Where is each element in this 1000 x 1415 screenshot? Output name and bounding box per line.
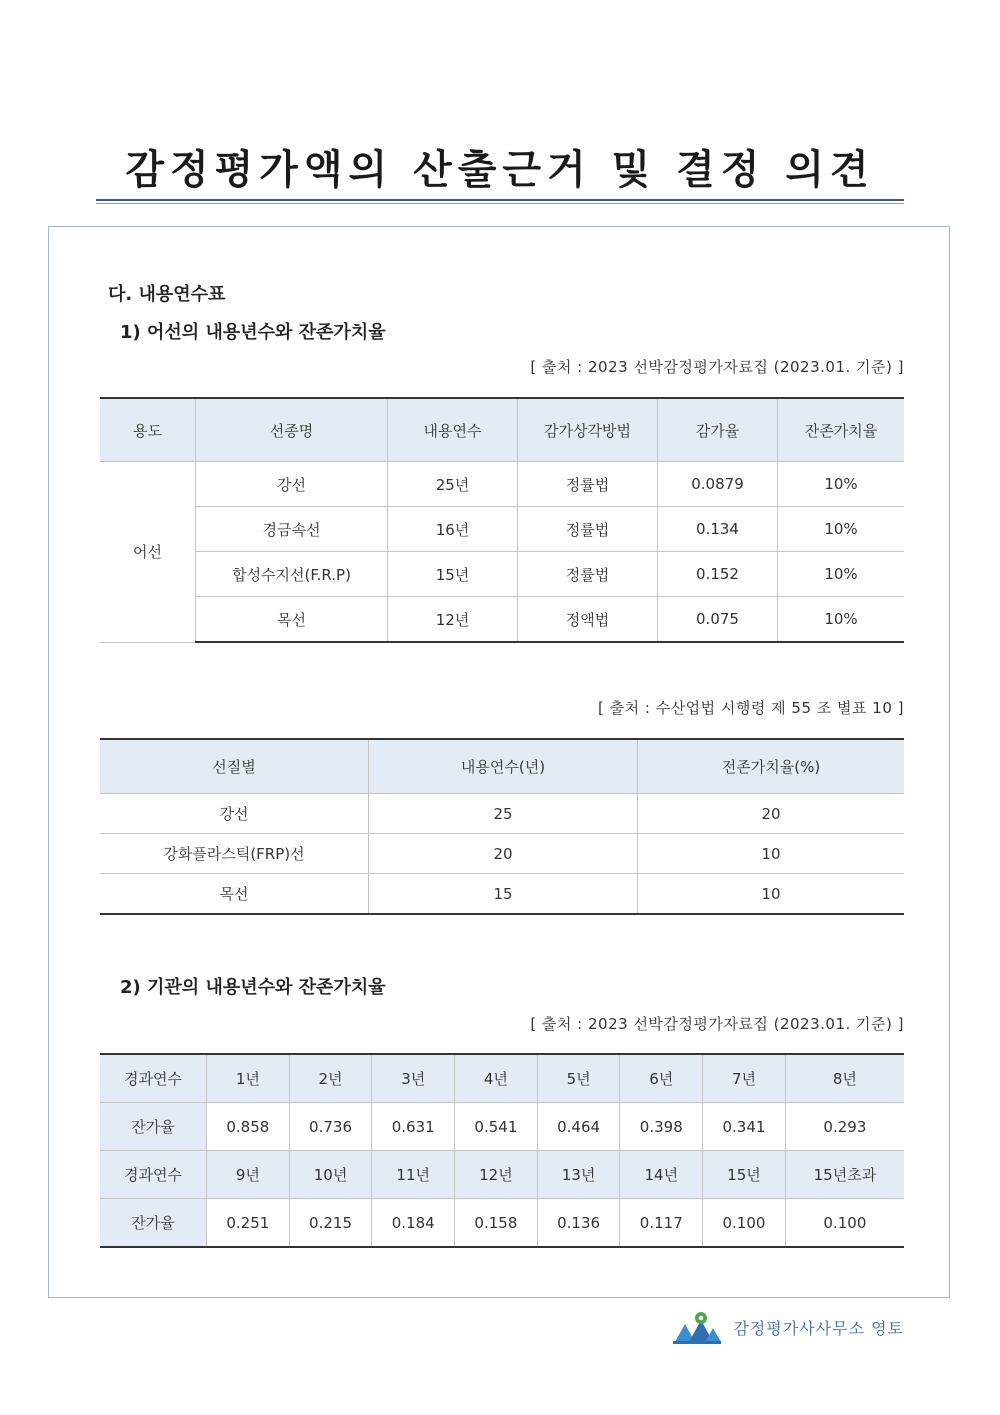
rate-cell: 0.158 bbox=[455, 1199, 538, 1248]
table-cell: 25년 bbox=[388, 462, 518, 507]
vessel-lifespan-table bbox=[100, 397, 904, 643]
year-cell: 14년 bbox=[620, 1151, 703, 1199]
table-cell: 합성수지선(F.R.P) bbox=[196, 552, 388, 597]
year-cell: 3년 bbox=[372, 1054, 455, 1103]
table-cell: 0.075 bbox=[658, 597, 778, 643]
table-cell: 정률법 bbox=[518, 462, 658, 507]
year-cell: 12년 bbox=[455, 1151, 538, 1199]
table-cell: 강선 bbox=[100, 794, 369, 834]
table-row bbox=[100, 794, 904, 834]
table-row bbox=[100, 507, 904, 552]
year-cell: 6년 bbox=[620, 1054, 703, 1103]
rate-cell: 0.464 bbox=[537, 1103, 620, 1151]
year-cell: 7년 bbox=[703, 1054, 786, 1103]
table-cell: 10% bbox=[778, 552, 905, 597]
footer bbox=[671, 1310, 904, 1344]
year-cell: 5년 bbox=[537, 1054, 620, 1103]
table-cell: 15 bbox=[369, 874, 638, 915]
row-label: 잔가율 bbox=[100, 1199, 207, 1248]
title-underline bbox=[96, 199, 904, 201]
year-cell: 9년 bbox=[207, 1151, 290, 1199]
subsection-heading-engine: 2) 기관의 내용년수와 잔존가치율 bbox=[120, 977, 386, 998]
table-header-row bbox=[100, 1054, 904, 1103]
table-header-row bbox=[100, 739, 904, 794]
table-cell: 12년 bbox=[388, 597, 518, 643]
header-cell: 내용연수(년) bbox=[369, 739, 638, 794]
hull-material-table bbox=[100, 738, 904, 915]
table-cell: 10% bbox=[778, 597, 905, 643]
table-cell: 20 bbox=[369, 834, 638, 874]
table-cell: 정액법 bbox=[518, 597, 658, 643]
table-row bbox=[100, 1151, 904, 1199]
header-cell: 잔존가치율 bbox=[778, 398, 905, 462]
table-cell: 정률법 bbox=[518, 507, 658, 552]
table-cell: 16년 bbox=[388, 507, 518, 552]
table-cell: 10% bbox=[778, 507, 905, 552]
header-cell: 감가상각방법 bbox=[518, 398, 658, 462]
table-cell: 정률법 bbox=[518, 552, 658, 597]
rate-cell: 0.251 bbox=[207, 1199, 290, 1248]
table-cell: 10% bbox=[778, 462, 905, 507]
table-row bbox=[100, 462, 904, 507]
rate-cell: 0.100 bbox=[703, 1199, 786, 1248]
rate-cell: 0.398 bbox=[620, 1103, 703, 1151]
office-logo-icon bbox=[671, 1310, 723, 1344]
header-cell: 감가율 bbox=[658, 398, 778, 462]
year-cell: 13년 bbox=[537, 1151, 620, 1199]
header-cell: 전존가치율(%) bbox=[638, 739, 905, 794]
table-row bbox=[100, 874, 904, 915]
table-cell: 경금속선 bbox=[196, 507, 388, 552]
usage-cell: 어선 bbox=[100, 462, 196, 643]
row-label: 잔가율 bbox=[100, 1103, 207, 1151]
rate-cell: 0.541 bbox=[455, 1103, 538, 1151]
row-label: 경과연수 bbox=[100, 1151, 207, 1199]
rate-cell: 0.117 bbox=[620, 1199, 703, 1248]
year-cell: 15년 bbox=[703, 1151, 786, 1199]
table-cell: 0.152 bbox=[658, 552, 778, 597]
table-cell: 목선 bbox=[196, 597, 388, 643]
year-cell: 2년 bbox=[289, 1054, 372, 1103]
year-cell: 11년 bbox=[372, 1151, 455, 1199]
header-cell: 선질별 bbox=[100, 739, 369, 794]
rate-cell: 0.341 bbox=[703, 1103, 786, 1151]
header-cell: 선종명 bbox=[196, 398, 388, 462]
row-label: 경과연수 bbox=[100, 1054, 207, 1103]
rate-cell: 0.215 bbox=[289, 1199, 372, 1248]
rate-cell: 0.136 bbox=[537, 1199, 620, 1248]
table-cell: 25 bbox=[369, 794, 638, 834]
source-note-2: [ 출처 : 수산업법 시행령 제 55 조 별표 10 ] bbox=[598, 699, 904, 717]
year-cell: 10년 bbox=[289, 1151, 372, 1199]
title-underline-thin bbox=[96, 203, 904, 204]
table-cell: 10 bbox=[638, 874, 905, 915]
table-row bbox=[100, 552, 904, 597]
rate-cell: 0.100 bbox=[785, 1199, 904, 1248]
source-note-1: [ 출처 : 2023 선박감정평가자료집 (2023.01. 기준) ] bbox=[530, 358, 904, 376]
table-row bbox=[100, 1103, 904, 1151]
rate-cell: 0.184 bbox=[372, 1199, 455, 1248]
table-cell: 20 bbox=[638, 794, 905, 834]
table-header-row bbox=[100, 398, 904, 462]
section-heading: 다. 내용연수표 bbox=[108, 284, 226, 305]
table-cell: 강선 bbox=[196, 462, 388, 507]
year-cell: 1년 bbox=[207, 1054, 290, 1103]
table-cell: 10 bbox=[638, 834, 905, 874]
table-row bbox=[100, 834, 904, 874]
header-cell: 용도 bbox=[100, 398, 196, 462]
engine-residual-table bbox=[100, 1053, 904, 1248]
table-cell: 목선 bbox=[100, 874, 369, 915]
table-cell: 강화플라스틱(FRP)선 bbox=[100, 834, 369, 874]
office-name: 감정평가사사무소 영토 bbox=[733, 1318, 904, 1338]
year-cell: 4년 bbox=[455, 1054, 538, 1103]
table-row bbox=[100, 1199, 904, 1248]
source-note-3: [ 출처 : 2023 선박감정평가자료집 (2023.01. 기준) ] bbox=[530, 1015, 904, 1033]
rate-cell: 0.631 bbox=[372, 1103, 455, 1151]
table-row bbox=[100, 597, 904, 643]
year-cell: 15년초과 bbox=[785, 1151, 904, 1199]
page-title: 감정평가액의 산출근거 및 결정 의견 bbox=[125, 147, 875, 193]
table-cell: 15년 bbox=[388, 552, 518, 597]
rate-cell: 0.293 bbox=[785, 1103, 904, 1151]
header-cell: 내용연수 bbox=[388, 398, 518, 462]
table-cell: 0.134 bbox=[658, 507, 778, 552]
year-cell: 8년 bbox=[785, 1054, 904, 1103]
rate-cell: 0.858 bbox=[207, 1103, 290, 1151]
table-cell: 0.0879 bbox=[658, 462, 778, 507]
rate-cell: 0.736 bbox=[289, 1103, 372, 1151]
subsection-heading-vessel: 1) 어선의 내용년수와 잔존가치율 bbox=[120, 322, 386, 343]
